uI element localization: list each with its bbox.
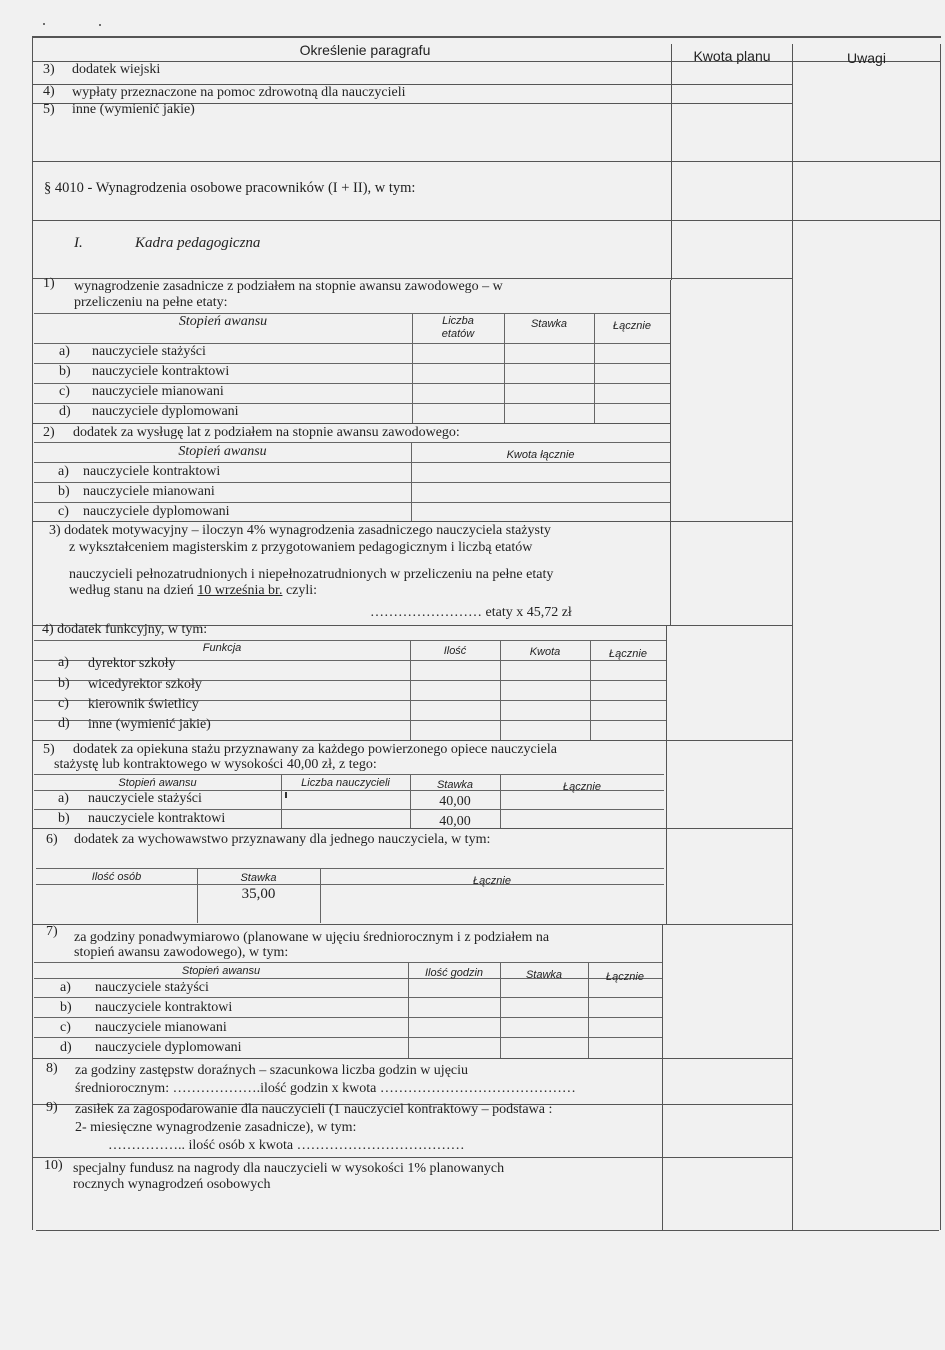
header-description: Określenie paragrafu: [299, 42, 431, 58]
item8-number: 8): [46, 1061, 58, 1076]
item-number: 3): [43, 62, 55, 77]
item5-text: dodatek za opiekuna stażu przyznawany za każdego powierzonego opiece nauczyciela: [73, 742, 557, 757]
header-amount: Kwota planu: [693, 48, 771, 64]
item1-number: 1): [43, 276, 55, 291]
col-total: Kwota łącznie: [506, 449, 575, 461]
col-total: Łącznie: [609, 648, 647, 660]
item3-text: 3) dodatek motywacyjny – iloczyn 4% wynagrodzenia zasadniczego nauczyciela stażysty: [49, 523, 551, 538]
item6-number: 6): [46, 832, 58, 847]
item7-text-cont: stopień awansu zawodowego), w tym:: [74, 945, 289, 960]
scan-speck: [43, 23, 45, 25]
item2-number: 2): [43, 425, 55, 440]
section-4010-title: § 4010 - Wynagrodzenia osobowe pracowników (I + II), w tym:: [44, 180, 416, 196]
rate-value: 40,00: [439, 794, 471, 809]
rate-value: 40,00: [439, 814, 471, 829]
item1-text-cont: przeliczeniu na pełne etaty:: [74, 295, 228, 310]
col-total: Łącznie: [473, 875, 511, 887]
item10-number: 10): [44, 1158, 63, 1173]
item-text: dodatek wiejski: [72, 62, 161, 77]
item10-text: specjalny fundusz na nagrody dla nauczycieli w wysokości 1% planowanych: [73, 1161, 505, 1176]
col-persons: Ilość osób: [91, 871, 142, 883]
item4-text: 4) dodatek funkcyjny, w tym:: [42, 622, 208, 637]
item8-text-cont: średniorocznym: ……………….ilość godzin x kwota ……………………………………: [75, 1081, 576, 1096]
item-text: wypłaty przeznaczone na pomoc zdrowotną dla nauczycieli: [72, 85, 406, 100]
item9-text-cont: 2- miesięczne wynagrodzenie zasadnicze), w tym:: [75, 1120, 357, 1135]
item10-text-cont: rocznych wynagrodzeń osobowych: [73, 1177, 271, 1192]
col-degree: Stopień awansu: [181, 965, 261, 977]
section-title: Kadra pedagogiczna: [135, 235, 261, 251]
scan-speck: [99, 24, 101, 26]
item7-text: za godziny ponadwymiarowo (planowane w ujęciu średniorocznym i z podziałem na: [74, 930, 550, 945]
col-amount: Kwota: [529, 646, 561, 658]
item8-text: za godziny zastępstw doraźnych – szacunkowa liczba godzin w ujęciu: [75, 1063, 469, 1078]
item3-text-cont: z wykształceniem magisterskim z przygotowaniem pedagogicznym i liczbą etatów: [69, 540, 533, 555]
item2-text: dodatek za wysługę lat z podziałem na stopnie awansu zawodowego:: [73, 425, 460, 440]
col-count: Liczba nauczycieli: [301, 777, 390, 789]
item9-text: zasiłek za zagospodarowanie dla nauczycieli (1 nauczyciel kontraktowy – podstawa :: [75, 1102, 553, 1117]
item-number: 4): [43, 84, 55, 99]
header-notes: Uwagi: [847, 50, 886, 66]
item9-number: 9): [46, 1100, 58, 1115]
item3-formula: …………………… etaty x 45,72 zł: [370, 605, 572, 620]
item-text: inne (wymienić jakie): [72, 102, 195, 117]
rate-value: 35,00: [241, 886, 276, 902]
col-total: Łącznie: [613, 320, 651, 332]
item-number: 5): [43, 102, 55, 117]
item7-number: 7): [46, 924, 58, 939]
item3-text-cont: według stanu na dzień 10 września br. czyli:: [69, 583, 318, 598]
col-qty: Ilość: [443, 645, 467, 657]
col-hours: Ilość godzin: [424, 967, 484, 979]
item3-text-cont: nauczycieli pełnozatrudnionych i niepełnozatrudnionych w przeliczeniu na pełne etaty: [69, 567, 554, 582]
col-degree: Stopień awansu: [178, 314, 268, 329]
col-function: Funkcja: [202, 642, 242, 654]
col-rate: Stawka: [525, 969, 563, 981]
col-total: Łącznie: [563, 781, 601, 793]
item9-formula: …………….. ilość osób x kwota ………………………………: [108, 1138, 465, 1153]
col-total: Łącznie: [606, 971, 644, 983]
item1-text: wynagrodzenie zasadnicze z podziałem na stopnie awansu zawodowego – w: [74, 279, 503, 294]
item6-text: dodatek za wychowawstwo przyznawany dla jednego nauczyciela, w tym:: [74, 832, 491, 847]
pen-mark: [285, 792, 287, 798]
col-degree: Stopień awansu: [178, 444, 267, 459]
col-rate: Stawka: [240, 872, 277, 884]
col-rate: Stawka: [436, 779, 474, 791]
section-number: I.: [74, 235, 83, 251]
col-degree: Stopień awansu: [118, 777, 197, 789]
item5-text-cont: stażystę lub kontraktowego w wysokości 40,00 zł, z tego:: [54, 757, 377, 772]
item5-number: 5): [43, 742, 55, 757]
col-count: Liczba etatów: [441, 315, 475, 340]
date-underlined: 10 września br.: [197, 583, 283, 598]
col-rate: Stawka: [530, 318, 568, 330]
